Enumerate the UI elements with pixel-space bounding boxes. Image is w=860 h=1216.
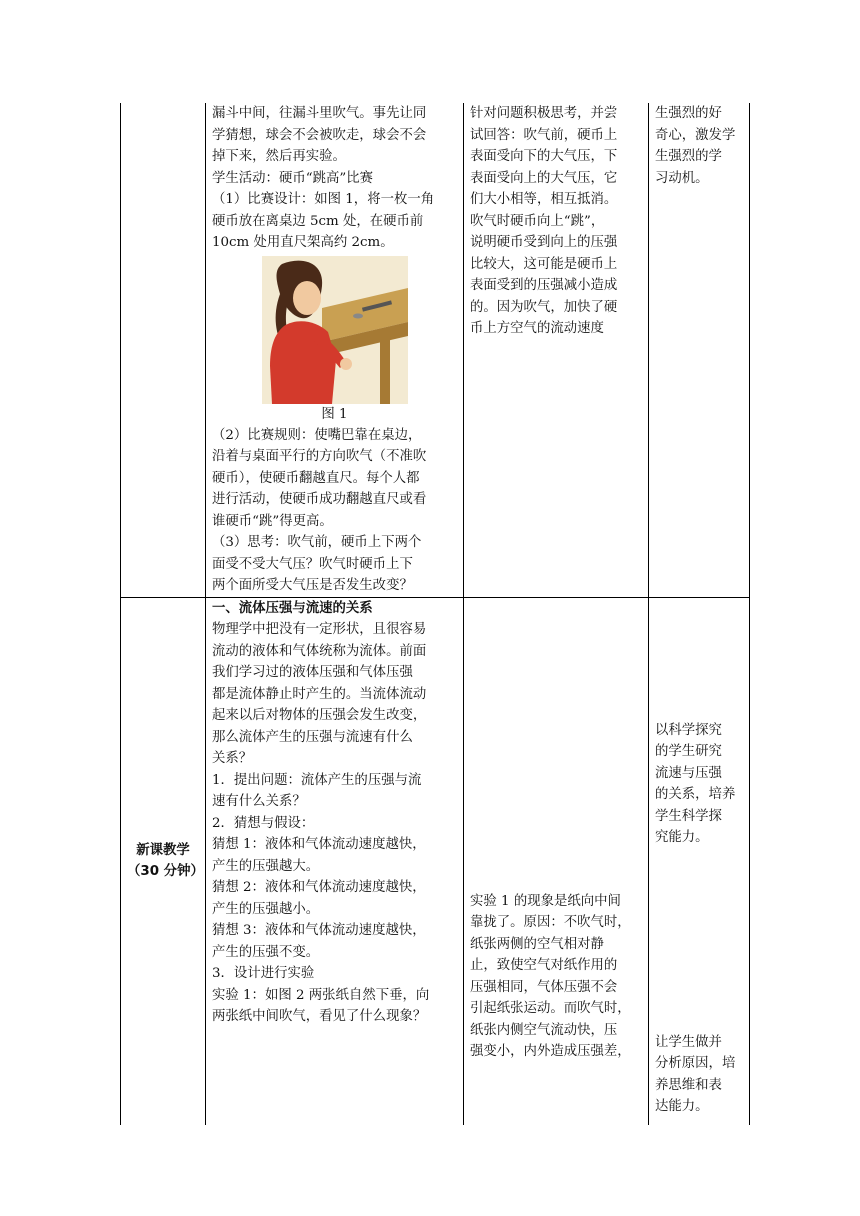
lesson-plan-table [120,103,750,1125]
stage-cell [121,597,206,1125]
design-intent-text: 生强烈的好 奇心，激发学 生强烈的学 习动机。 [655,106,736,186]
table-row [121,597,750,1125]
student-activity-cell [464,103,649,597]
stage-label-duration: （30 分钟） [127,864,204,879]
teacher-activity-cell [206,597,464,1125]
table-row [121,103,750,597]
section-heading: 一、流体压强与流速的关系 [212,600,373,616]
student-activity-cell [464,597,649,1125]
design-intent-text: 以科学探究 的学生研究 流速与压强 的关系，培养 学生科学探 究能力。 [655,722,736,845]
student-activity-text: 针对问题积极思考，并尝 试回答：吹气前，硬币上 表面受向下的大气压，下 表面受向上的大气压，它 们大小相等，相互抵消。 吹气时硬币向上“跳”， 说明硬币受到向上的压强 比较大，这可能是硬币上 表面受到的压强减小造成 的。因为吹气，加快了硬 币上方空气的流动速度 [470,106,618,336]
design-intent-cell [649,597,750,1125]
student-activity-text: 实验 1 的现象是纸向中间 靠拢了。原因：不吹气时， 纸张两侧的空气相对静 止，致使空气对纸作用的 压强相同，气体压强不会 引起纸张运动。而吹气时， 纸张内侧空气流动快，压 强变小，内外造成压强差， [470,893,631,1059]
stage-label-title: 新课教学 [136,843,190,858]
figure-caption: 图 1 [321,406,348,422]
teacher-activity-text: （2）比赛规则：使嘴巴靠在桌边， 沿着与桌面平行的方向吹气（不准吹 硬币），使硬币翻越直尺。每个人都 进行活动，使硬币成功翻越直尺或看 谁硬币“跳”得更高。 （3）思考：吹气前，硬币上下两个 面受不受大气压？吹气时硬币上下 两个面所受大气压是否发生改变？ [212,427,427,593]
teacher-activity-text: 漏斗中间，往漏斗里吹气。事先让同 学猜想，球会不会被吹走，球会不会 掉下来，然后再实验。 学生活动：硬币“跳高”比赛 （1）比赛设计：如图 1，将一枚一角 硬币放在离桌边 5cm 处，在硬币前 10cm 处用直尺架高约 2cm。 [212,106,435,250]
stage-cell [121,103,206,597]
design-intent-text: 让学生做并 分析原因，培 养思维和表 达能力。 [655,1034,736,1114]
girl-blowing-coin-illustration [262,256,408,404]
design-intent-cell [649,103,750,597]
teacher-activity-cell [206,103,464,597]
figure-1 [212,256,457,425]
stage-label [127,840,204,882]
teacher-activity-text: 物理学中把没有一定形状，且很容易 流动的液体和气体统称为流体。前面 我们学习过的液体压强和气体压强 都是流体静止时产生的。当流体流动 起来以后对物体的压强会发生改变， 那么流体产生的压强与流速有什么 关系？ 1．提出问题：流体产生的压强与流 速有什么关系？ 2．猜想与假设： 猜想 1：液体和气体流动速度越快， 产生的压强越大。 猜想 2：液体和气体流动速度越快， 产生的压强越小。 猜想 3：液体和气体流动速度越快， 产生的压强不变。 3．设计进行实验 实验 1：如图 2 两张纸自然下垂，向 两张纸中间吹气，看见了什么现象？ [212,622,430,1024]
